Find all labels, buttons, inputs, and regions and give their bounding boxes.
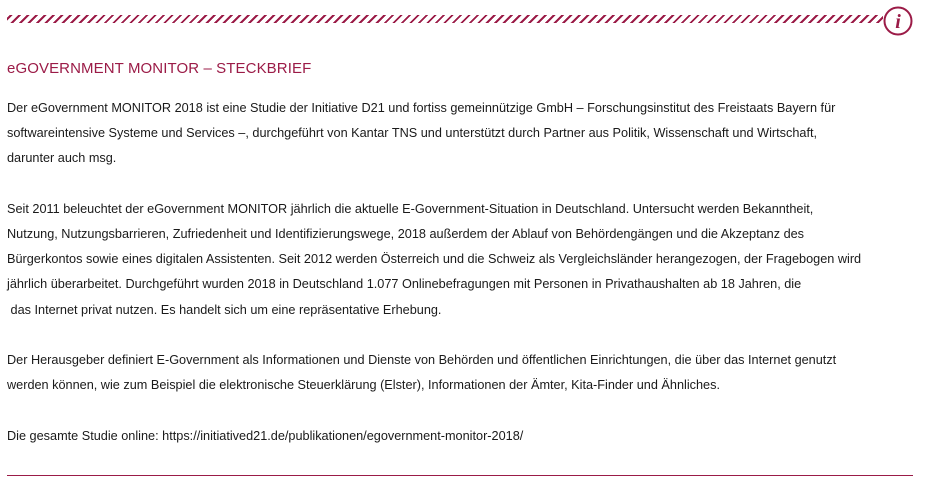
text-line: Nutzung, Nutzungsbarrieren, Zufriedenheit und Identifizierungswege, 2018 außerdem der Ablauf von Behördengängen und die Akzeptanz des: [7, 227, 805, 241]
text-line: Der Herausgeber definiert E-Government als Informationen und Dienste von Behörden und öffentlichen Einrichtungen, die über das Internet genutzt: [7, 353, 837, 367]
text-line: jährlich überarbeitet. Durchgeführt wurden 2018 in Deutschland 1.077 Onlinebefragungen mit Personen in Privathaushalten ab 18 Jahren, die: [7, 277, 802, 292]
text-line: Bürgerkontos sowie eines digitalen Assistenten. Seit 2012 werden Österreich und die Schweiz als Vergleichsländer herangezogen, der Fragebogen wird: [7, 252, 862, 267]
text-line: Der eGovernment MONITOR 2018 ist eine Studie der Initiative D21 und fortiss gemeinnützige GmbH – Forschungsinstitut des Freistaats Bayern für: [7, 101, 836, 115]
info-icon-graphic: [883, 6, 913, 36]
hatched-header-rule: [7, 15, 883, 23]
text-line: das Internet privat nutzen. Es handelt sich um eine repräsentative Erhebung.: [7, 302, 442, 317]
paragraph-method: [7, 197, 917, 323]
paragraph-about-study: [7, 96, 917, 172]
text-line: softwareintensive Systeme und Services –, durchgeführt von Kantar TNS und unterstützt durch Partner aus Politik, Wissenschaft und Wirtschaft,: [7, 126, 818, 141]
info-content: [7, 96, 917, 474]
text-line: Seit 2011 beleuchtet der eGovernment MONITOR jährlich die aktuelle E-Government-Situation in Deutschland. Untersucht werden Bekanntheit,: [7, 201, 814, 216]
bottom-divider: [7, 475, 913, 476]
page-title: eGOVERNMENT MONITOR – STECKBRIEF: [7, 60, 312, 77]
study-link-text[interactable]: Die gesamte Studie online: https://initiatived21.de/publikationen/egovernment-monitor-2018/: [7, 428, 524, 443]
paragraph-definition: [7, 348, 917, 398]
text-line: darunter auch msg.: [7, 151, 117, 166]
info-glyph: i: [895, 11, 901, 33]
info-icon[interactable]: [883, 6, 913, 36]
paragraph-study-link[interactable]: [7, 424, 917, 449]
text-line: werden können, wie zum Beispiel die elektronische Steuerklärung (Elster), Informationen der Ämter, Kita-Finder und Ähnliches.: [7, 378, 720, 393]
